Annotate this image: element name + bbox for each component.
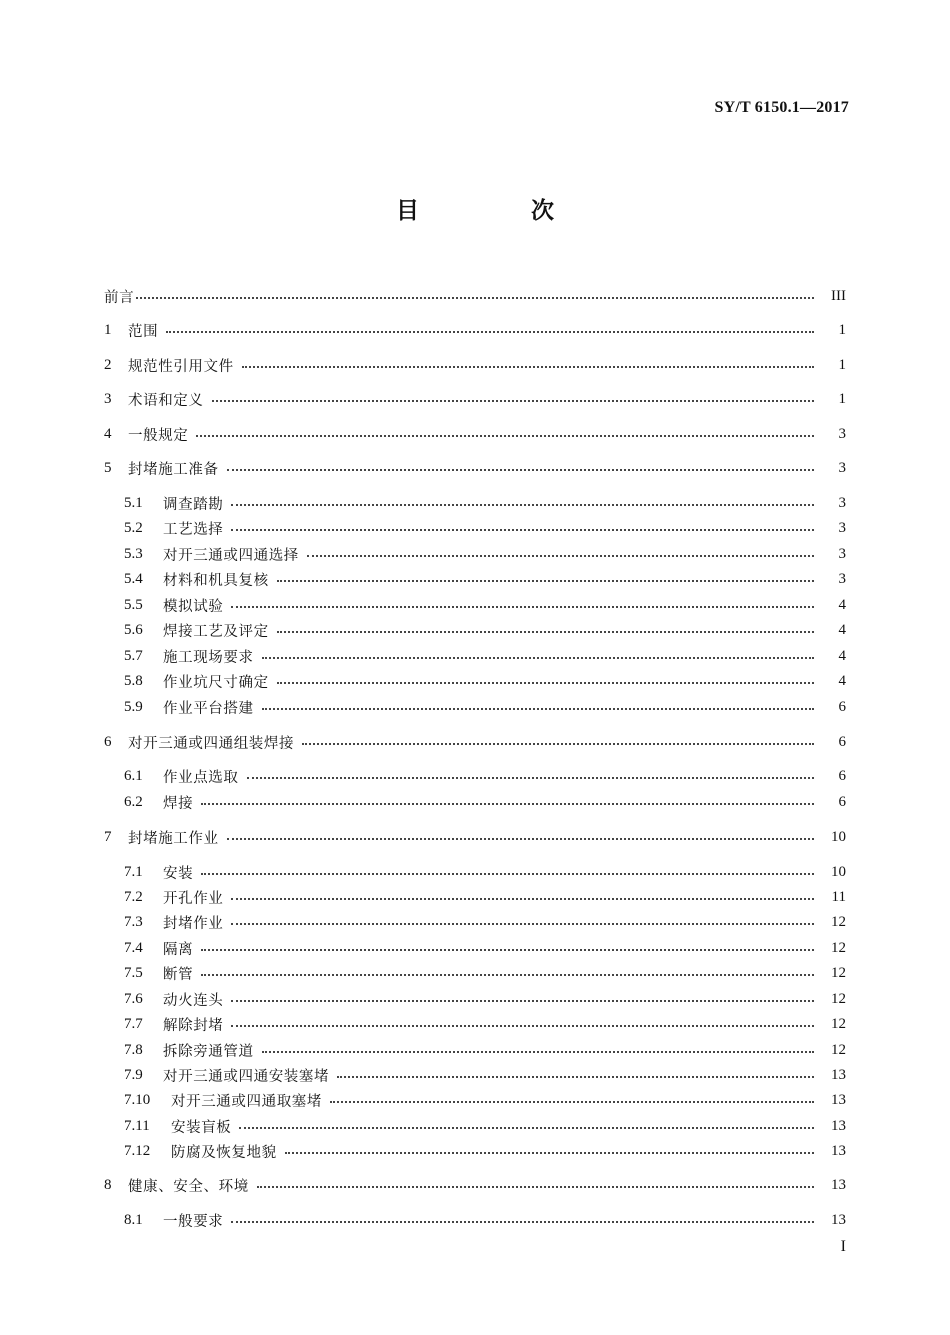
toc-number: 5.3 (124, 545, 143, 562)
toc-entry-6-1[interactable] (124, 764, 846, 788)
dot-leader (330, 1099, 814, 1103)
toc-entry-7[interactable] (104, 825, 846, 849)
toc-label: 作业坑尺寸确定 (163, 674, 269, 691)
dot-leader (231, 502, 814, 506)
toc-number: 7.5 (124, 964, 143, 981)
toc-entry-1[interactable] (104, 318, 846, 342)
toc-page: 12 (831, 990, 846, 1007)
toc-label: 施工现场要求 (163, 649, 254, 666)
toc-page: 12 (831, 1041, 846, 1058)
toc-label: 对开三通或四通安装塞堵 (163, 1068, 330, 1085)
toc-page: 10 (831, 863, 846, 880)
dot-leader (201, 801, 814, 805)
dot-leader (277, 680, 814, 684)
toc-entry-7-8[interactable] (124, 1038, 846, 1062)
toc-label: 前言 (104, 289, 135, 306)
toc-page: 13 (831, 1117, 846, 1134)
toc-entry-7-3[interactable] (124, 910, 846, 934)
dot-leader (231, 1219, 814, 1223)
toc-label: 材料和机具复核 (163, 572, 269, 589)
dot-leader (262, 706, 814, 710)
toc-page: 13 (831, 1091, 846, 1108)
toc-label: 焊接 (163, 795, 194, 812)
toc-number: 7.10 (124, 1091, 151, 1108)
toc-number: 5.2 (124, 519, 143, 536)
toc-number: 4 (104, 425, 112, 442)
toc-page: 13 (831, 1142, 846, 1159)
toc-page: 10 (831, 828, 846, 845)
toc-entry-4[interactable] (104, 422, 846, 446)
toc-number: 7.6 (124, 990, 143, 1007)
toc-label: 作业点选取 (163, 769, 239, 786)
toc-number: 7.7 (124, 1015, 143, 1032)
toc-label: 拆除旁通管道 (163, 1043, 254, 1060)
toc-page: 3 (838, 570, 846, 587)
toc-page: 4 (838, 621, 846, 638)
toc-number: 5.4 (124, 570, 143, 587)
toc-number: 7.4 (124, 939, 143, 956)
toc-label: 开孔作业 (163, 890, 224, 907)
dot-leader (201, 871, 814, 875)
toc-number: 8 (104, 1176, 112, 1193)
toc-entry-8-1[interactable] (124, 1208, 846, 1232)
toc-entry-5-6[interactable] (124, 618, 846, 642)
toc-number: 3 (104, 390, 112, 407)
toc-label: 焊接工艺及评定 (163, 623, 269, 640)
toc-page: 4 (838, 647, 846, 664)
dot-leader (285, 1150, 814, 1154)
toc-page: 6 (838, 698, 846, 715)
toc-entry-7-1[interactable] (124, 860, 846, 884)
toc-label: 一般要求 (163, 1213, 224, 1230)
page-title: 目 次 (395, 198, 606, 224)
toc-label: 安装盲板 (171, 1119, 232, 1136)
dot-leader (231, 921, 814, 925)
toc-label: 封堵施工作业 (128, 830, 219, 847)
toc-entry-3[interactable] (104, 387, 846, 411)
dot-leader (227, 836, 814, 840)
toc-number: 1 (104, 321, 112, 338)
dot-leader (231, 604, 814, 608)
toc-number: 7 (104, 828, 112, 845)
dot-leader (257, 1184, 814, 1188)
toc-page: 3 (838, 425, 846, 442)
toc-entry-5-5[interactable] (124, 593, 846, 617)
toc-label: 术语和定义 (128, 392, 204, 409)
toc-page: 13 (831, 1211, 846, 1228)
dot-leader (231, 527, 814, 531)
toc-number: 7.2 (124, 888, 143, 905)
dot-leader (302, 741, 814, 745)
dot-leader (262, 1049, 814, 1053)
toc-label: 一般规定 (128, 427, 189, 444)
toc-page: 3 (838, 545, 846, 562)
page-number: I (840, 1238, 846, 1255)
toc-number: 5.5 (124, 596, 143, 613)
dot-leader (247, 775, 815, 779)
toc-label: 安装 (163, 865, 194, 882)
toc-number: 5.8 (124, 672, 143, 689)
toc-entry-7-2[interactable] (124, 885, 846, 909)
toc-number: 5.1 (124, 494, 143, 511)
dot-leader (201, 972, 814, 976)
toc-page: 6 (838, 733, 846, 750)
toc-number: 7.12 (124, 1142, 151, 1159)
toc-entry-7-12[interactable] (124, 1139, 846, 1163)
toc-label: 断管 (163, 966, 194, 983)
toc-entry-5-4[interactable] (124, 567, 846, 591)
toc-entry-5-9[interactable] (124, 695, 846, 719)
dot-leader (239, 1125, 814, 1129)
toc-page: III (831, 287, 846, 304)
dot-leader (231, 1023, 814, 1027)
dot-leader (166, 329, 814, 333)
toc-label: 防腐及恢复地貌 (171, 1144, 277, 1161)
toc-entry-7-9[interactable] (124, 1063, 846, 1087)
toc-label: 封堵施工准备 (128, 461, 219, 478)
dot-leader (231, 896, 814, 900)
toc-entry-7-11[interactable] (124, 1114, 846, 1138)
toc-number: 7.3 (124, 913, 143, 930)
toc-entry-7-5[interactable] (124, 961, 846, 985)
toc-label: 动火连头 (163, 992, 224, 1009)
standard-code: SY/T 6150.1—2017 (714, 99, 849, 116)
toc-number: 7.1 (124, 863, 143, 880)
toc-label: 规范性引用文件 (128, 358, 234, 375)
toc-label: 工艺选择 (163, 521, 224, 538)
toc-entry-2[interactable] (104, 353, 846, 377)
toc-entry-6[interactable] (104, 730, 846, 754)
toc-entry-5-1[interactable] (124, 491, 846, 515)
toc-number: 5.9 (124, 698, 143, 715)
toc-number: 8.1 (124, 1211, 143, 1228)
toc-label: 封堵作业 (163, 915, 224, 932)
toc-number: 5.7 (124, 647, 143, 664)
dot-leader (227, 467, 814, 471)
toc-label: 健康、安全、环境 (128, 1178, 249, 1195)
toc-page: 6 (838, 793, 846, 810)
toc-number: 7.8 (124, 1041, 143, 1058)
toc-page: 13 (831, 1176, 846, 1193)
toc-number: 7.9 (124, 1066, 143, 1083)
toc-entry-5-2[interactable] (124, 516, 846, 540)
toc-page: 12 (831, 913, 846, 930)
toc-number: 6.1 (124, 767, 143, 784)
toc-entry-7-6[interactable] (124, 987, 846, 1011)
toc-entry-6-2[interactable] (124, 790, 846, 814)
toc-page: 3 (838, 519, 846, 536)
toc-entry-5[interactable] (104, 456, 846, 480)
toc-page: 13 (831, 1066, 846, 1083)
dot-leader (262, 655, 814, 659)
dot-leader (277, 578, 814, 582)
toc-label: 作业平台搭建 (163, 700, 254, 717)
toc-entry-5-3[interactable] (124, 542, 846, 566)
dot-leader (277, 629, 814, 633)
table-of-contents (104, 0, 846, 1335)
toc-page: 4 (838, 596, 846, 613)
dot-leader (201, 947, 814, 951)
toc-page: 6 (838, 767, 846, 784)
toc-entry-5-7[interactable] (124, 644, 846, 668)
toc-entry-7-7[interactable] (124, 1012, 846, 1036)
dot-leader (242, 364, 814, 368)
dot-leader (307, 553, 814, 557)
toc-label: 对开三通或四通取塞堵 (171, 1093, 322, 1110)
toc-number: 6.2 (124, 793, 143, 810)
toc-entry-8[interactable] (104, 1173, 846, 1197)
dot-leader (231, 998, 814, 1002)
toc-number: 5.6 (124, 621, 143, 638)
dot-leader (212, 398, 815, 402)
dot-leader (136, 295, 814, 299)
toc-page: 1 (838, 390, 846, 407)
toc-page: 4 (838, 672, 846, 689)
toc-page: 11 (831, 888, 846, 905)
toc-entry-5-8[interactable] (124, 669, 846, 693)
toc-label: 对开三通或四通组装焊接 (128, 735, 295, 752)
toc-page: 12 (831, 1015, 846, 1032)
toc-entry-7-4[interactable] (124, 936, 846, 960)
toc-number: 7.11 (124, 1117, 150, 1134)
toc-number: 2 (104, 356, 112, 373)
toc-label: 调查踏勘 (163, 496, 224, 513)
toc-number: 6 (104, 733, 112, 750)
toc-label: 模拟试验 (163, 598, 224, 615)
toc-label: 隔离 (163, 941, 194, 958)
dot-leader (337, 1074, 814, 1078)
toc-page: 3 (838, 459, 846, 476)
toc-page: 1 (838, 356, 846, 373)
toc-page: 12 (831, 939, 846, 956)
toc-label: 范围 (128, 323, 159, 340)
toc-page: 3 (838, 494, 846, 511)
toc-entry-7-10[interactable] (124, 1088, 846, 1112)
toc-number: 5 (104, 459, 112, 476)
dot-leader (196, 433, 814, 437)
toc-entry-foreword[interactable] (104, 284, 846, 308)
toc-page: 12 (831, 964, 846, 981)
toc-label: 解除封堵 (163, 1017, 224, 1034)
toc-label: 对开三通或四通选择 (163, 547, 299, 564)
toc-page: 1 (838, 321, 846, 338)
